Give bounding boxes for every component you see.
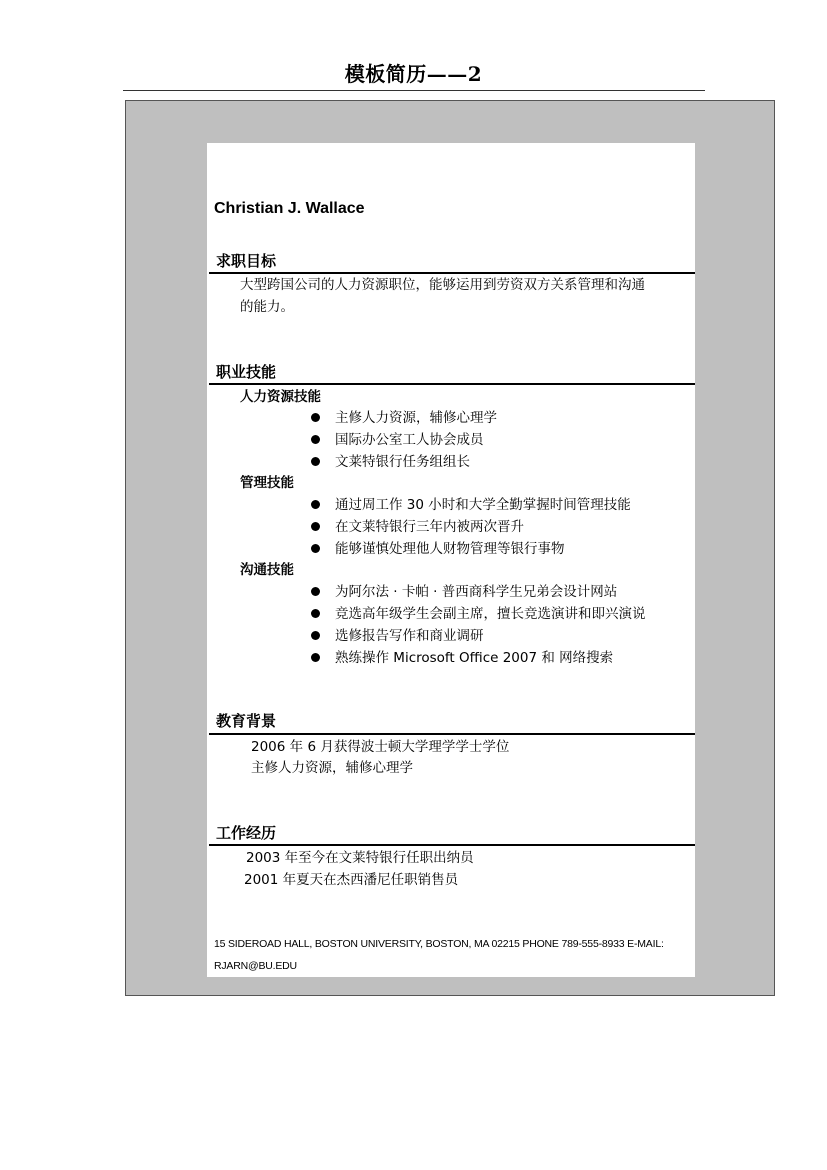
skill-group-title-communication: 沟通技能 [240,562,294,578]
section-heading-objective: 求职目标 [216,252,277,270]
section-heading-skills: 职业技能 [216,363,277,381]
list-item: 熟练操作 Microsoft Office 2007 和 网络搜索 [310,647,646,669]
objective-line-2: 的能力。 [240,299,294,315]
list-item: 通过周工作 30 小时和大学全勤掌握时间管理技能 [310,494,631,516]
section-rule-education [209,733,695,735]
bullet-icon [311,435,320,444]
list-item: 国际办公室工人协会成员 [310,429,497,451]
bullet-icon [311,609,320,618]
education-line-2: 主修人力资源，辅修心理学 [251,760,413,776]
section-rule-experience [209,844,695,846]
bullet-icon [311,457,320,466]
bullet-icon [311,587,320,596]
page-title: 模板简历——2 [344,62,483,86]
bullet-icon [311,631,320,640]
candidate-name: Christian J. Wallace [214,200,365,217]
skill-group-title-management: 管理技能 [240,475,294,491]
section-rule-skills [209,383,695,385]
list-item: 为阿尔法 · 卡帕 · 普西商科学生兄弟会设计网站 [310,581,646,603]
contact-line-2: RJARN@BU.EDU [214,960,297,972]
list-item: 主修人力资源，辅修心理学 [310,407,497,429]
skill-group-title-hr: 人力资源技能 [240,389,321,405]
list-item: 选修报告写作和商业调研 [310,625,646,647]
list-item: 能够谨慎处理他人财物管理等银行事物 [310,538,631,560]
list-item: 竞选高年级学生会副主席，擅长竞选演讲和即兴演说 [310,603,646,625]
title-divider [123,90,705,91]
contact-footer [214,933,692,977]
resume-sheet [207,143,695,977]
list-item: 文莱特银行任务组组长 [310,451,497,473]
experience-line-2: 2001 年夏天在杰西潘尼任职销售员 [244,872,459,888]
section-heading-education: 教育背景 [216,712,277,730]
bullet-icon [311,544,320,553]
bullet-icon [311,522,320,531]
education-line-1: 2006 年 6 月获得波士顿大学理学学士学位 [251,739,510,755]
section-heading-experience: 工作经历 [216,824,277,842]
skill-list-management [310,494,631,560]
list-item: 在文莱特银行三年内被两次晋升 [310,516,631,538]
skill-list-communication [310,581,646,669]
experience-line-1: 2003 年至今在文莱特银行任职出纳员 [246,850,474,866]
skill-list-hr [310,407,497,473]
bullet-icon [311,500,320,509]
contact-line-1: 15 SIDEROAD HALL, BOSTON UNIVERSITY, BOSTON, MA 02215 PHONE 789-555-8933 E-MAIL: [214,938,664,950]
objective-line-1: 大型跨国公司的人力资源职位，能够运用到劳资双方关系管理和沟通 [240,277,645,293]
bullet-icon [311,653,320,662]
bullet-icon [311,413,320,422]
